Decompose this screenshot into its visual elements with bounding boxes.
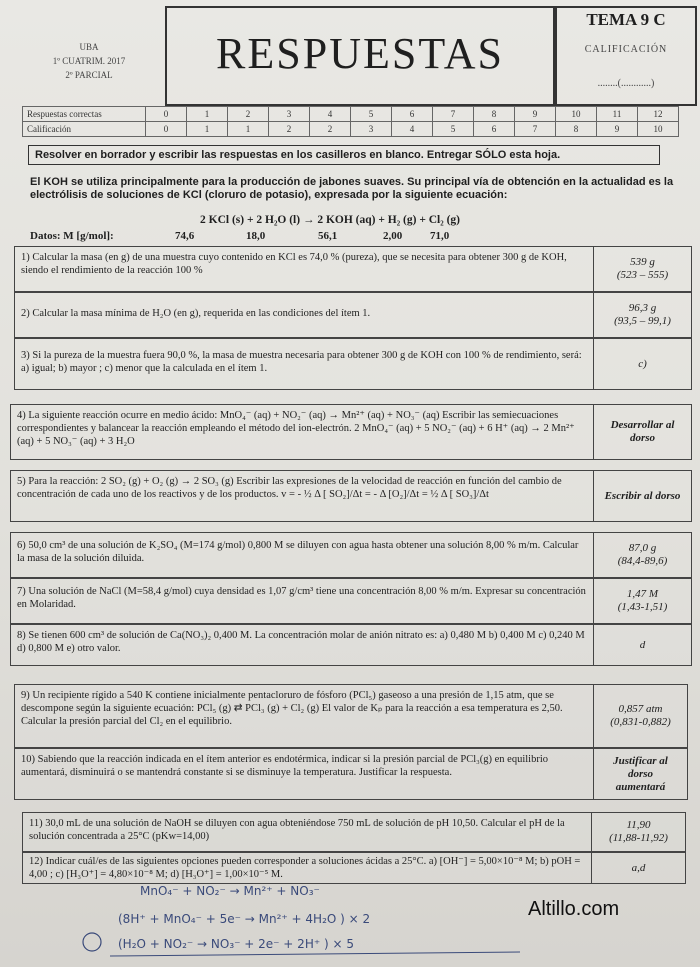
answer-value: 1,47 M (626, 588, 659, 600)
answer-box[interactable] (593, 471, 691, 521)
question-9 (14, 684, 688, 748)
calificacion-blank: ........(............) (597, 78, 655, 89)
tema-label: TEMA 9 C (586, 10, 666, 29)
question-text: 8) Se tienen 600 cm³ de solución de Ca(NO₃)₂ 0,400 M. La concentración molar de anión nitrato es: a) 0,480 M b) 0,400 M c) 0,240 M d) 0,800 M e) otro valor. (17, 630, 585, 654)
answer-box[interactable] (593, 533, 691, 577)
score-cell: 5 (433, 122, 474, 137)
intro-text: El KOH se utiliza principalmente para la producción de jabones suaves. Su principal vía de obtención en la actualidad es la electrólisis de soluciones de KCl (cloruro de potasio), expresada por la siguiente ecuación: (30, 176, 674, 201)
score-cell: 4 (392, 122, 433, 137)
score-cell: 12 (638, 107, 679, 122)
instructions: Resolver en borrador y escribir las respuestas en los casilleros en blanco. Entregar SÓLO esta hoja. (28, 145, 660, 165)
question-2 (14, 292, 692, 338)
answer-box[interactable] (593, 339, 691, 389)
molar-mass: 56,1 (318, 230, 338, 242)
score-cell: 10 (556, 107, 597, 122)
question-text: 11) 30,0 mL de una solución de NaOH se diluyen con agua obteniéndose 750 mL de solución de pH 10,50. Calcular el pH de la solución concentrada a 25°C (pKw=14,00) (29, 818, 565, 842)
score-cell: 6 (474, 122, 515, 137)
answer-range: (11,88-11,92) (609, 832, 668, 844)
question-text: 12) Indicar cuál/es de las siguientes opciones pueden corresponder a soluciones ácidas a 25°C. a) [OH⁻] = 5,00×10⁻⁸ M; b) pOH = 4,00 ; c) [H₃O⁺] = 4,80×10⁻⁸ M; d) [H₃O⁺] = 1,00×10⁻⁵ M. (29, 856, 581, 880)
question-text: 1) Calcular la masa (en g) de una muestra cuyo contenido en KCl es 74,0 % (pureza), que se necesita para obtener 300 g de KOH, siendo el rendimiento de la reacción 100 % (21, 252, 567, 276)
score-cell: 7 (433, 107, 474, 122)
answer-value: dorso (627, 767, 654, 780)
question-8 (10, 624, 692, 666)
answer-range: (1,43-1,51) (617, 601, 668, 613)
answer-value: 87,0 g (628, 542, 657, 554)
molar-mass: 71,0 (430, 230, 450, 242)
answer-box[interactable] (593, 625, 691, 665)
question-5 (10, 470, 692, 522)
answer-value: a,d (631, 861, 646, 874)
score-cell: 0 (146, 122, 187, 137)
handwritten-note: MnO₄⁻ + NO₂⁻ → Mn²⁺ + NO₃⁻ (140, 884, 320, 898)
answer-value: 11,90 (626, 819, 651, 831)
answer-range: (84,4-89,6) (617, 555, 668, 567)
answer-box[interactable] (593, 247, 691, 291)
score-row-correctas (23, 107, 679, 122)
question-1 (14, 246, 692, 292)
faculty-info (14, 40, 164, 82)
question-text: 5) Para la reacción: 2 SO₂ (g) + O₂ (g) → 2 SO₃ (g) Escribir las expresiones de la velocidad de reacción en función del cambio de concentración de cada uno de los reactivos y de los productos. v = - ½ Δ [ SO₂]/Δt = - Δ [O₂]/Δt = ½ Δ [ SO₃]/Δt (17, 476, 562, 500)
faculty-line: 1º CUATRIM. 2017 (52, 56, 126, 66)
answer-box[interactable] (593, 405, 691, 459)
molar-mass: 18,0 (246, 230, 266, 242)
question-4 (10, 404, 692, 460)
score-cell: 2 (228, 107, 269, 122)
answer-value: c) (638, 357, 647, 370)
page-title: RESPUESTAS (216, 29, 504, 78)
score-cell: 1 (187, 122, 228, 137)
answer-box[interactable] (593, 293, 691, 337)
answer-value: 0,857 atm (618, 703, 663, 715)
answer-box[interactable] (593, 579, 691, 623)
handwritten-scribble (80, 930, 540, 960)
score-table (22, 106, 679, 137)
score-row-label: Respuestas correctas (23, 107, 146, 122)
score-cell: 2 (310, 122, 351, 137)
answer-box[interactable] (591, 853, 685, 883)
answer-value: dorso (629, 432, 656, 444)
score-cell: 7 (515, 122, 556, 137)
question-6 (10, 532, 692, 578)
question-12 (22, 852, 686, 884)
score-cell: 10 (638, 122, 679, 137)
score-cell: 8 (474, 107, 515, 122)
answer-box[interactable] (593, 685, 687, 747)
faculty-line: UBA (79, 42, 99, 52)
answer-range: (93,5 – 99,1) (614, 315, 671, 327)
score-cell: 1 (228, 122, 269, 137)
answer-value: Desarrollar al (610, 419, 675, 431)
question-7 (10, 578, 692, 624)
answer-range: (523 – 555) (616, 269, 669, 281)
answer-box[interactable] (593, 749, 687, 799)
molar-mass: 74,6 (175, 230, 195, 242)
answer-value: aumentará (615, 780, 666, 793)
score-cell: 8 (556, 122, 597, 137)
answer-value: 96,3 g (628, 302, 657, 314)
score-row-calificacion (23, 122, 679, 137)
faculty-line: 2º PARCIAL (65, 70, 113, 80)
score-cell: 1 (187, 107, 228, 122)
question-text: 4) La siguiente reacción ocurre en medio ácido: MnO₄⁻ (aq) + NO₂⁻ (aq) → Mn²⁺ (aq) + NO₃⁻ (aq) Escribir las semiecuaciones correspondientes y balancear la reacción empleando el método del ion-electrón. 2 MnO₄⁻ (aq) + 5 NO₂⁻ (aq) + 6 H⁺ (aq) → 2 Mn²⁺ (aq) + 5 NO₃⁻ (aq) + 3 H₂O (17, 410, 575, 447)
question-10 (14, 748, 688, 800)
handwritten-note: (8H⁺ + MnO₄⁻ + 5e⁻ → Mn²⁺ + 4H₂O ) × 2 (118, 912, 371, 926)
answer-value: 539 g (630, 256, 655, 268)
handwritten-note: (H₂O + NO₂⁻ → NO₃⁻ + 2e⁻ + 2H⁺ ) × 5 (118, 937, 354, 951)
question-text: 10) Sabiendo que la reacción indicada en el ítem anterior es endotérmica, indicar si la presión parcial de PCl₃(g) en equilibrio aumentará, disminuirá o se mantendrá constante si se disminuye la temperatura. Justificar la respuesta. (21, 754, 549, 778)
score-cell: 4 (310, 107, 351, 122)
score-row-label: Calificación (23, 122, 146, 137)
score-cell: 11 (597, 107, 638, 122)
score-cell: 6 (392, 107, 433, 122)
answer-value: d (639, 638, 646, 651)
question-text: 6) 50,0 cm³ de una solución de K₂SO₄ (M=174 g/mol) 0,800 M se diluyen con agua hasta obtener una solución 8,00 % m/m. Calcular la masa de la solución diluida. (17, 540, 579, 564)
score-cell: 0 (146, 107, 187, 122)
score-cell: 3 (351, 122, 392, 137)
score-cell: 3 (269, 107, 310, 122)
intro-equation: 2 KCl (s) + 2 H₂O (l) → 2 KOH (aq) + H₂ (g) + Cl₂ (g) (200, 214, 460, 226)
score-cell: 2 (269, 122, 310, 137)
question-11 (22, 812, 686, 852)
calificacion-label: CALIFICACIÓN (584, 44, 668, 55)
watermark-logo: Altillo.com (528, 898, 620, 920)
question-text: 7) Una solución de NaCl (M=58,4 g/mol) cuya densidad es 1,07 g/cm³ tiene una concentración 8,00 % m/m. Expresar su concentración en Molaridad. (17, 586, 586, 610)
answer-range: (0,831-0,882) (610, 716, 671, 728)
question-text: 2) Calcular la masa mínima de H₂O (en g), requerida en las condiciones del ítem 1. (21, 308, 371, 319)
question-3 (14, 338, 692, 390)
answer-value: Justificar al (613, 754, 668, 767)
question-text: 3) Si la pureza de la muestra fuera 90,0 %, la masa de muestra necesaria para obtener 300 g de KOH con 100 % de rendimiento, será: a) igual; b) mayor ; c) menor que la calculada en el ítem 1. (21, 350, 582, 374)
score-cell: 9 (515, 107, 556, 122)
answer-value: Escribir al dorso (604, 489, 681, 502)
question-text: 9) Un recipiente rígido a 540 K contiene inicialmente pentacloruro de fósforo (PCl₅) gaseoso a una presión de 1,15 atm, que se descompone según la siguiente ecuación: PCl₅ (g) ⇄ PCl₃ (g) + Cl₂ (g) El valor de Kₚ para la reacción a esa temperatura es 2,50. Calcular la presión parcial del Cl₂ en el equilibrio. (21, 690, 563, 727)
answer-box[interactable] (591, 813, 685, 851)
datos-label: Datos: M [g/mol]: (30, 230, 114, 242)
score-cell: 9 (597, 122, 638, 137)
molar-mass: 2,00 (383, 230, 403, 242)
score-cell: 5 (351, 107, 392, 122)
